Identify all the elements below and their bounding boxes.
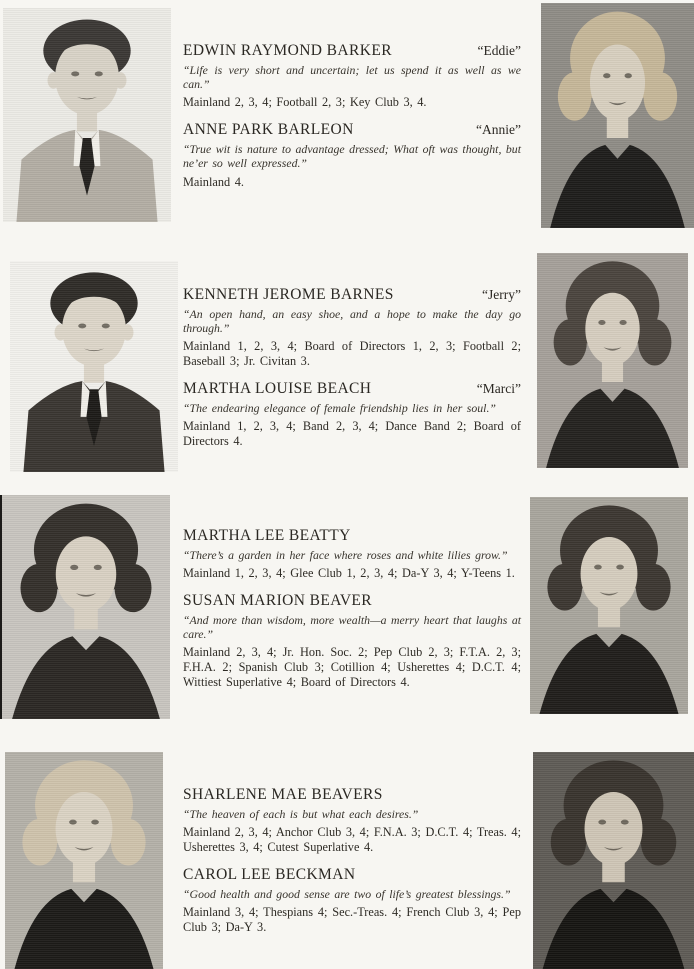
student-nickname: “Eddie” bbox=[477, 43, 521, 58]
portrait-illustration bbox=[10, 261, 178, 472]
entry-quote: “An open hand, an easy shoe, and a hope to make the day go through.” bbox=[183, 307, 521, 336]
yearbook-entry bbox=[183, 592, 521, 690]
portrait-illustration bbox=[5, 752, 163, 969]
portrait-photo bbox=[541, 3, 694, 228]
portrait-photo bbox=[530, 497, 688, 714]
portrait-photo bbox=[10, 261, 178, 472]
entry-header bbox=[183, 380, 521, 398]
entry-header bbox=[183, 42, 521, 60]
student-name: SHARLENE MAE BEAVERS bbox=[183, 786, 383, 803]
yearbook-entry bbox=[183, 121, 521, 189]
entry-activities: Mainland 4. bbox=[183, 174, 244, 189]
yearbook-entry bbox=[183, 866, 521, 935]
entry-header bbox=[183, 121, 521, 139]
entry-activities: Mainland 2, 3, 4; Jr. Hon. Soc. 2; Pep Club 2, 3; F.T.A. 2, 3; F.H.A. 2; Spanish Club 3; Cotillion 4; Usherettes 4; D.C.T. 4; Wittiest Superlative 4; Board of Directors 4. bbox=[183, 645, 521, 690]
student-name: KENNETH JEROME BARNES bbox=[183, 286, 394, 303]
student-nickname: “Marci” bbox=[476, 381, 521, 397]
entry-activities: Mainland 1, 2, 3, 4; Board of Directors 1, 2, 3; Football 2; Baseball 3; Jr. Civitan 3. bbox=[183, 339, 521, 369]
portrait-illustration bbox=[3, 8, 171, 222]
entry-quote: “There’s a garden in her face where roses and white lilies grow.” bbox=[183, 548, 508, 562]
entry-quote: “Life is very short and uncertain; let us spend it as well as we can.” bbox=[183, 63, 521, 92]
entry-row bbox=[183, 286, 521, 460]
student-name: MARTHA LEE BEATTY bbox=[183, 527, 351, 544]
yearbook-entry bbox=[183, 42, 521, 110]
entry-row bbox=[183, 42, 521, 201]
portrait-illustration bbox=[537, 253, 688, 468]
portrait-photo bbox=[0, 495, 170, 719]
entry-quote: “The heaven of each is but what each desires.” bbox=[183, 807, 419, 821]
entry-activities: Mainland 1, 2, 3, 4; Band 2, 3, 4; Dance Band 2; Board of Directors 4. bbox=[183, 419, 521, 449]
student-name: EDWIN RAYMOND BARKER bbox=[183, 42, 392, 59]
student-name: MARTHA LOUISE BEACH bbox=[183, 380, 372, 398]
entry-activities: Mainland 2, 3, 4; Anchor Club 3, 4; F.N.A. 3; D.C.T. 4; Treas. 4; Usherettes 3, 4; Cutest Superlative 4. bbox=[183, 825, 521, 855]
entry-row bbox=[183, 527, 521, 701]
yearbook-entry bbox=[183, 527, 521, 581]
entry-quote: “The endearing elegance of female friendship lies in her soul.” bbox=[183, 401, 496, 416]
portrait-photo bbox=[533, 752, 694, 969]
yearbook-entry bbox=[183, 286, 521, 369]
entry-row bbox=[183, 786, 521, 946]
portrait-illustration bbox=[541, 3, 694, 228]
entry-quote: “And more than wisdom, more wealth—a merry heart that laughs at care.” bbox=[183, 613, 521, 642]
entry-header bbox=[183, 866, 521, 884]
portrait-photo bbox=[3, 8, 171, 222]
entry-header bbox=[183, 786, 521, 804]
entry-activities: Mainland 3, 4; Thespians 4; Sec.-Treas. 4; French Club 3, 4; Pep Club 3; Da-Y 3. bbox=[183, 905, 521, 935]
entry-quote: “Good health and good sense are two of life’s greatest blessings.” bbox=[183, 887, 511, 902]
entry-activities: Mainland 1, 2, 3, 4; Glee Club 1, 2, 3, 4; Da-Y 3, 4; Y-Teens 1. bbox=[183, 566, 515, 581]
portrait-photo bbox=[5, 752, 163, 969]
portrait-illustration bbox=[530, 497, 688, 714]
portrait-illustration bbox=[533, 752, 694, 969]
yearbook-entry bbox=[183, 786, 521, 855]
yearbook-entry bbox=[183, 380, 521, 449]
entry-activities: Mainland 2, 3, 4; Football 2, 3; Key Club 3, 4. bbox=[183, 95, 427, 110]
student-name: CAROL LEE BECKMAN bbox=[183, 866, 356, 884]
portrait-illustration bbox=[2, 495, 170, 719]
entry-header bbox=[183, 286, 521, 304]
entry-quote: “True wit is nature to advantage dressed; What oft was thought, but ne’er so well expressed.” bbox=[183, 142, 521, 171]
entry-header bbox=[183, 527, 521, 545]
student-name: ANNE PARK BARLEON bbox=[183, 121, 354, 139]
student-nickname: “Annie” bbox=[476, 122, 521, 138]
portrait-photo bbox=[537, 253, 688, 468]
entry-header bbox=[183, 592, 521, 610]
student-nickname: “Jerry” bbox=[482, 287, 521, 302]
student-name: SUSAN MARION BEAVER bbox=[183, 592, 373, 610]
